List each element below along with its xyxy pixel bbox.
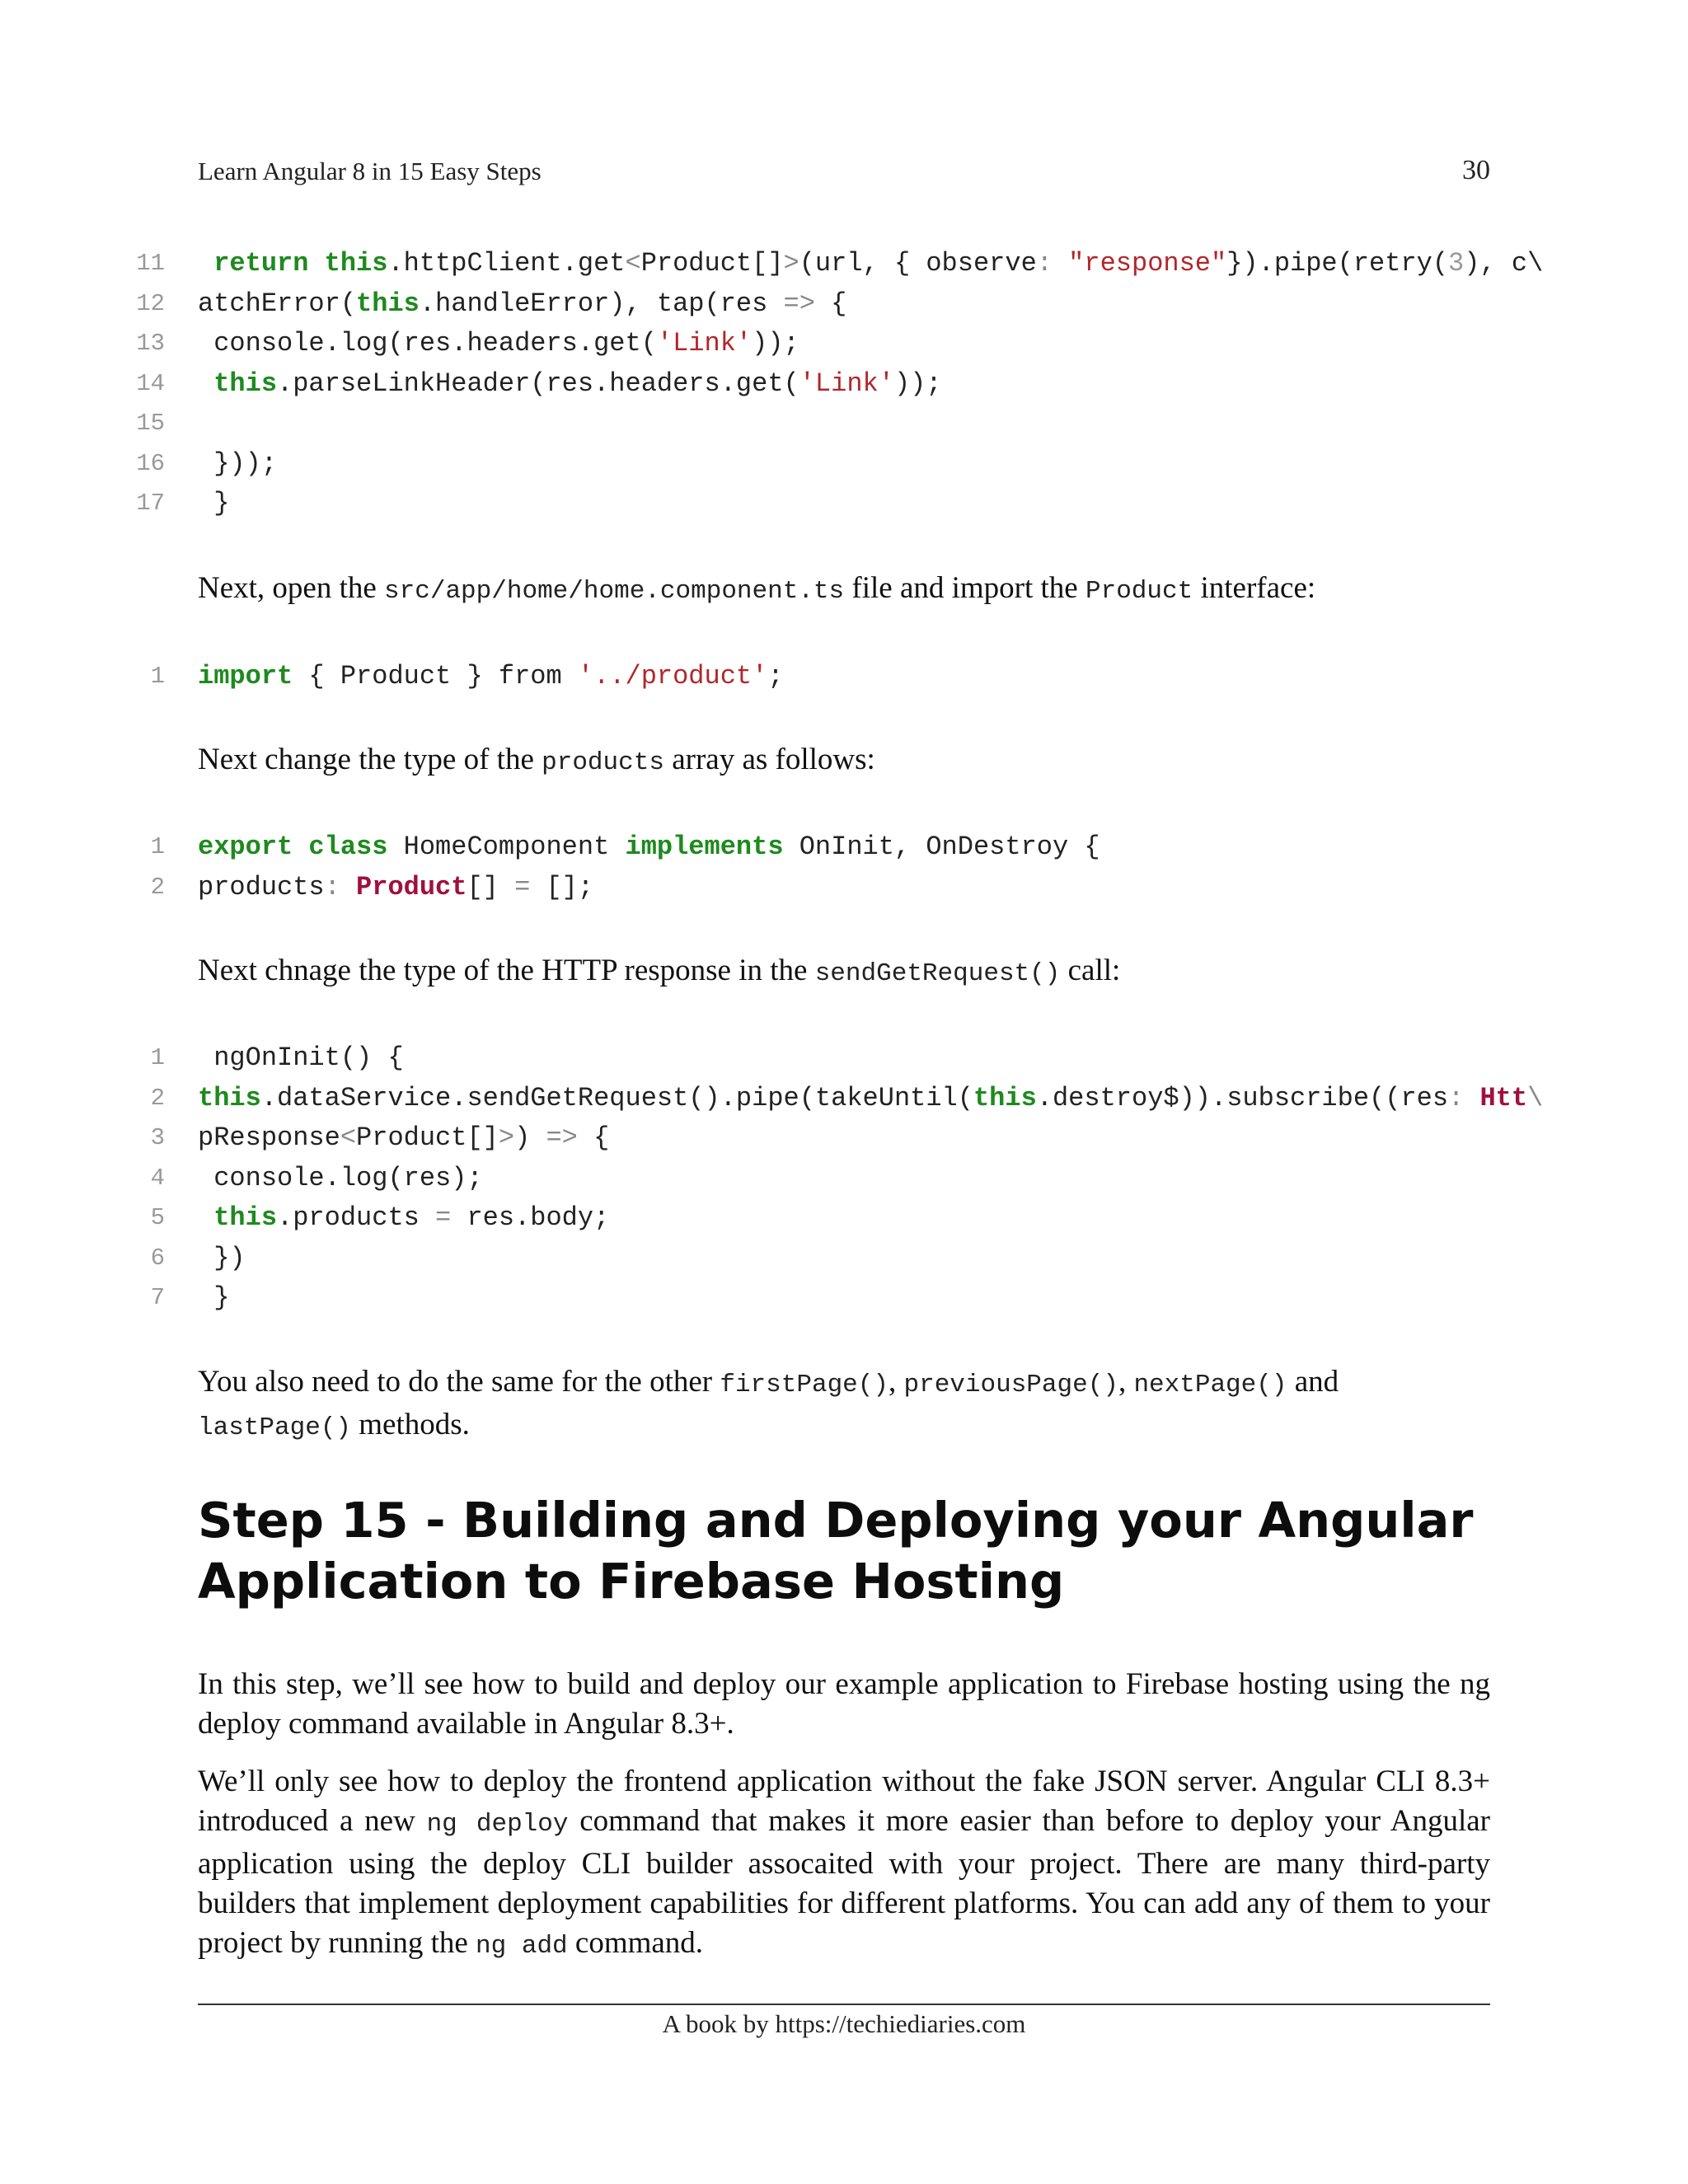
line-number: 16 [136, 449, 165, 477]
code-line [0, 657, 1688, 697]
line-number: 2 [150, 873, 165, 901]
code-block-1 [0, 244, 1688, 524]
code-line [0, 284, 1688, 325]
code-line [0, 404, 1688, 444]
line-number: 13 [136, 330, 165, 357]
line-number: 17 [136, 490, 165, 517]
page-number: 30 [1462, 155, 1490, 185]
paragraph: Next change the type of the products array as follows: [198, 743, 875, 777]
code-text: ngOnInit() { [198, 1043, 404, 1073]
code-text: export class HomeComponent implements OnInit, OnDestroy { [198, 832, 1100, 862]
code-text: } [198, 1282, 230, 1313]
code-line [0, 1079, 1688, 1119]
code-line [0, 484, 1688, 524]
code-text: this.dataService.sendGetRequest().pipe(takeUntil(this.destroy$)).subscribe((res: Htt\ [198, 1082, 1544, 1113]
code-block-3 [0, 827, 1688, 907]
line-number: 11 [136, 250, 165, 277]
inline-code: previousPage() [903, 1371, 1118, 1399]
inline-code: ng add [476, 1932, 568, 1961]
code-text: } [198, 488, 230, 518]
code-line [0, 1239, 1688, 1279]
section-heading: Step 15 - Building and Deploying your Angular Application to Firebase Hosting [198, 1492, 1474, 1610]
code-text: })); [198, 448, 278, 479]
code-line [0, 868, 1688, 908]
code-text: pResponse<Product[]>) => { [198, 1122, 610, 1153]
inline-code: products [542, 748, 664, 777]
code-text: console.log(res.headers.get('Link')); [198, 328, 799, 359]
running-title: Learn Angular 8 in 15 Easy Steps [198, 157, 542, 185]
line-number: 14 [136, 369, 165, 397]
line-number: 5 [150, 1204, 165, 1231]
inline-code: nextPage() [1133, 1371, 1287, 1399]
code-text: products: Product[] = []; [198, 871, 594, 902]
footer-text: A book by https://techiediaries.com [662, 2009, 1026, 2038]
line-number: 2 [150, 1084, 165, 1112]
footer-divider [198, 2004, 1490, 2005]
inline-code: firstPage() [720, 1371, 889, 1399]
code-line [0, 364, 1688, 405]
code-text: this.parseLinkHeader(res.headers.get('Link')); [213, 368, 942, 399]
line-number: 1 [150, 1044, 165, 1071]
code-line [0, 1198, 1688, 1239]
code-text: import { Product } from '../product'; [198, 661, 784, 691]
line-number: 1 [150, 663, 165, 690]
paragraph: You also need to do the same for the other firstPage(), previousPage(), nextPage() and lastPage() methods. [198, 1365, 1339, 1442]
line-number: 3 [150, 1124, 165, 1151]
code-block-4 [0, 1038, 1688, 1319]
inline-code: src/app/home/home.component.ts [384, 577, 845, 606]
line-number: 6 [150, 1244, 165, 1272]
code-line [0, 1038, 1688, 1079]
code-block-2 [0, 657, 1688, 697]
inline-code: lastPage() [198, 1413, 352, 1442]
code-line [0, 827, 1688, 868]
line-number: 7 [150, 1284, 165, 1311]
code-line [0, 324, 1688, 364]
code-line [0, 444, 1688, 485]
line-number: 15 [136, 410, 165, 437]
inline-code: Product [1085, 577, 1193, 606]
inline-code: sendGetRequest() [814, 959, 1061, 988]
line-number: 4 [150, 1164, 165, 1192]
paragraph: Next chnage the type of the HTTP response in the sendGetRequest() call: [198, 954, 1121, 988]
code-text: this.products = res.body; [213, 1202, 610, 1233]
code-line [0, 1118, 1688, 1159]
code-line [0, 244, 1688, 284]
code-text: atchError(this.handleError), tap(res => { [198, 288, 847, 319]
code-text: }) [198, 1242, 246, 1273]
code-text: return this.httpClient.get<Product[]>(url, { observe: "response"}).pipe(retry(3), c\ [213, 248, 1544, 279]
line-number: 12 [136, 289, 165, 317]
paragraph: We’ll only see how to deploy the frontend application without the fake JSON server. Angular CLI 8.3+ introduced a new ng deploy command that makes it more easier than before to deploy your Angular application using the deploy CLI builder assocaited with your project. There are many third-party builders that implement deployment capabilities for different platforms. You can add any of them to your project by running the ng add command. [198, 1765, 1490, 1961]
code-line [0, 1278, 1688, 1319]
code-line [0, 1159, 1688, 1199]
paragraph: In this step, we’ll see how to build and deploy our example application to Firebase hosting using the ng deploy command available in Angular 8.3+. [198, 1667, 1490, 1741]
code-text: console.log(res); [198, 1162, 483, 1193]
inline-code: ng deploy [426, 1810, 569, 1839]
paragraph: Next, open the src/app/home/home.component.ts file and import the Product interface: [198, 571, 1316, 606]
line-number: 1 [150, 833, 165, 860]
